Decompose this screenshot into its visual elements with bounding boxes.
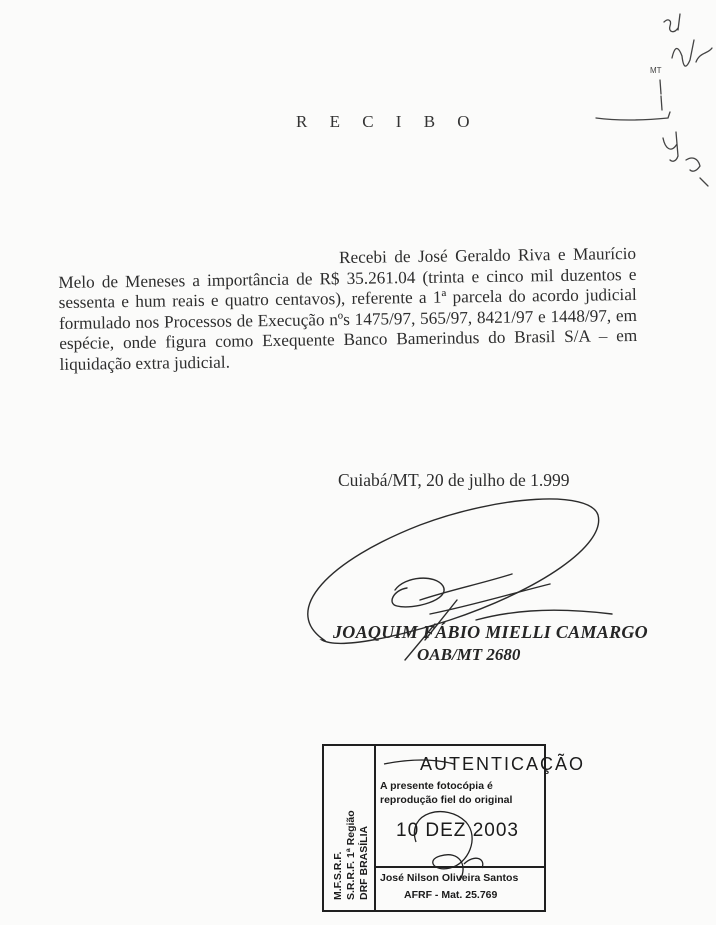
stamp-text-line-1: A presente fotocópia é [380,780,493,792]
document-title: R E C I B O [296,112,479,131]
stamp-title: AUTENTICAÇÃO [420,754,586,774]
receipt-body-rest: Melo de Meneses a importância de R$ 35.261.04 (trinta e cinco mil duzentos e sessenta e hum reais e quatro centavos), referente a 1ª parcela do acordo judicial formulado nos Processos de Execução nºs 1475/97, 565/97, 8421/97 e 1448/97, em espécie, onde figura como Exequente Banco Bamerindus do Brasil S/A – em liquidação extra judicial. [58,264,638,374]
place-date: Cuiabá/MT, 20 de julho de 1.999 [338,470,570,490]
authentication-stamp [322,744,586,912]
signatory-oab: OAB/MT 2680 [417,645,521,664]
stamp-officer-name: José Nilson Oliveira Santos [380,872,519,884]
signatory-name: JOAQUIM FÁBIO MIELLI CAMARGO [333,622,648,642]
stamp-side-1: M.F.S.R.F. [332,851,344,900]
stamp-side-2: S.R.R.F. 1ª Região [345,810,357,900]
margin-note: MT [650,66,662,75]
stamp-signature [324,746,548,914]
signature [308,499,612,660]
stamp-date: 10 DEZ 2003 [396,820,519,841]
margin-handwriting [596,14,712,186]
receipt-body-lead: Recebi de José Geraldo Riva e Maurício [338,243,637,268]
stamp-side-3: DRF BRASÍLIA [358,825,370,900]
stamp-text-line-2: reprodução fiel do original [380,794,513,806]
stamp-officer-role: AFRF - Mat. 25.769 [404,889,498,901]
